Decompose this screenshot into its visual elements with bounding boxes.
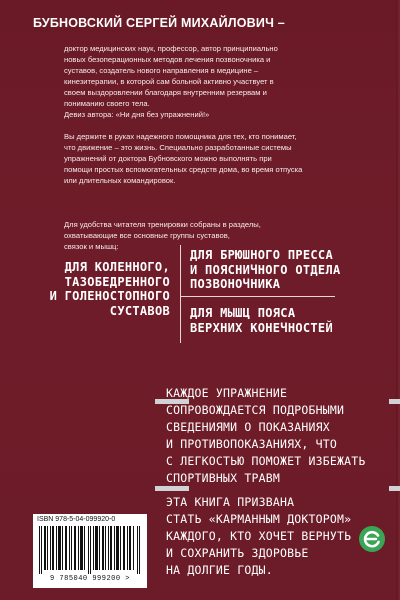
- notes-line: СВЕДЕНИЯМИ О ПОКАЗАНИЯХ: [166, 420, 330, 434]
- section-line: И ПОЯСНИЧНОГО ОТДЕЛА: [190, 262, 341, 277]
- sections-horizontal-divider: [180, 296, 335, 297]
- section-joints: [20, 260, 170, 318]
- barcode: [33, 514, 147, 588]
- structure-line: Для удобства читателя тренировки собраны в разделы,: [64, 220, 261, 229]
- sections-block: [0, 238, 400, 348]
- section-line: ДЛЯ МЫШЦ ПОЯСА: [190, 306, 296, 320]
- intro-line: или длительных командировок.: [64, 176, 176, 185]
- notes-block: [166, 385, 396, 487]
- notes-line: С ЛЕГКОСТЬЮ ПОМОЖЕТ ИЗБЕЖАТЬ: [166, 454, 366, 468]
- section-line: ДЛЯ БРЮШНОГО ПРЕССА: [190, 248, 333, 262]
- notes-line: И ПРОТИВОПОКАЗАНИЯХ, ЧТО: [166, 437, 337, 451]
- intro-line: что движение – это жизнь. Специально разработанные системы: [64, 143, 292, 152]
- structure-line: охватывающие все основные группы суставов,: [64, 231, 230, 240]
- section-line: ВЕРХНИХ КОНЕЧНОСТЕЙ: [190, 320, 333, 335]
- bio-line: доктор медицинских наук, профессор, автор принципиально: [64, 44, 278, 53]
- eksmo-logo-icon: [358, 525, 386, 553]
- section-line: ДЛЯ КОЛЕННОГО,: [64, 260, 170, 274]
- barcode-number: 9 785040 999200 >: [50, 575, 130, 583]
- decor-bar: [389, 486, 400, 491]
- bio-line: пониманию своего тела.: [64, 99, 150, 108]
- notes-line: СПОРТИВНЫХ ТРАВМ: [166, 471, 280, 485]
- author-motto: Девиз автора: «Ни дня без упражнений!»: [64, 110, 210, 119]
- author-bio: [64, 43, 364, 120]
- barcode-bars: [39, 526, 141, 574]
- structure-line: связок и мышц:: [64, 242, 119, 251]
- bio-line: своем выздоровлении благодаря внутренним резервам и: [64, 88, 267, 97]
- section-line: ТАЗОБЕДРЕННОГО: [64, 274, 170, 289]
- bio-line: новых безоперационных методов лечения позвоночника и: [64, 55, 271, 64]
- notes-line: КАЖДОЕ УПРАЖНЕНИЕ: [166, 386, 288, 400]
- mission-line: КАЖДОГО, КТО ХОЧЕТ ВЕРНУТЬ: [166, 529, 352, 543]
- intro-line: упражнений от доктора Бубновского можно выполнять при: [64, 154, 272, 163]
- intro-line: Вы держите в руках надежного помощника для тех, кто понимает,: [64, 132, 297, 141]
- mission-line: НА ДОЛГИЕ ГОДЫ.: [166, 563, 273, 577]
- author-name: БУБНОВСКИЙ СЕРГЕЙ МИХАЙЛОВИЧ –: [33, 16, 285, 30]
- mission-line: И СОХРАНИТЬ ЗДОРОВЬЕ: [166, 546, 309, 560]
- mission-line: СТАТЬ «КАРМАННЫМ ДОКТОРОМ»: [166, 512, 352, 526]
- section-line: СУСТАВОВ: [109, 303, 170, 318]
- section-line: ПОЗВОНОЧНИКА: [190, 277, 281, 291]
- decor-bar: [155, 486, 189, 491]
- intro-paragraph: [64, 131, 364, 186]
- bio-line: кинезитерапии, в которой сам больной активно участвует в: [64, 77, 274, 86]
- section-abs-lumbar: [190, 248, 390, 292]
- sections-vertical-divider: [180, 245, 181, 343]
- mission-line: ЭТА КНИГА ПРИЗВАНА: [166, 495, 295, 509]
- section-upper-limbs: [190, 306, 390, 335]
- bio-line: суставов, создатель нового направления в медицине –: [64, 66, 259, 75]
- intro-line: помощи простых вспомогательных средств дома, во время отпуска: [64, 165, 303, 174]
- isbn-label: ISBN 978-5-04-099920-0: [37, 516, 116, 523]
- section-line: И ГОЛЕНОСТОПНОГО: [49, 289, 170, 303]
- notes-line: СОПРОВОЖДАЕТСЯ ПОДРОБНЫМИ: [166, 403, 345, 417]
